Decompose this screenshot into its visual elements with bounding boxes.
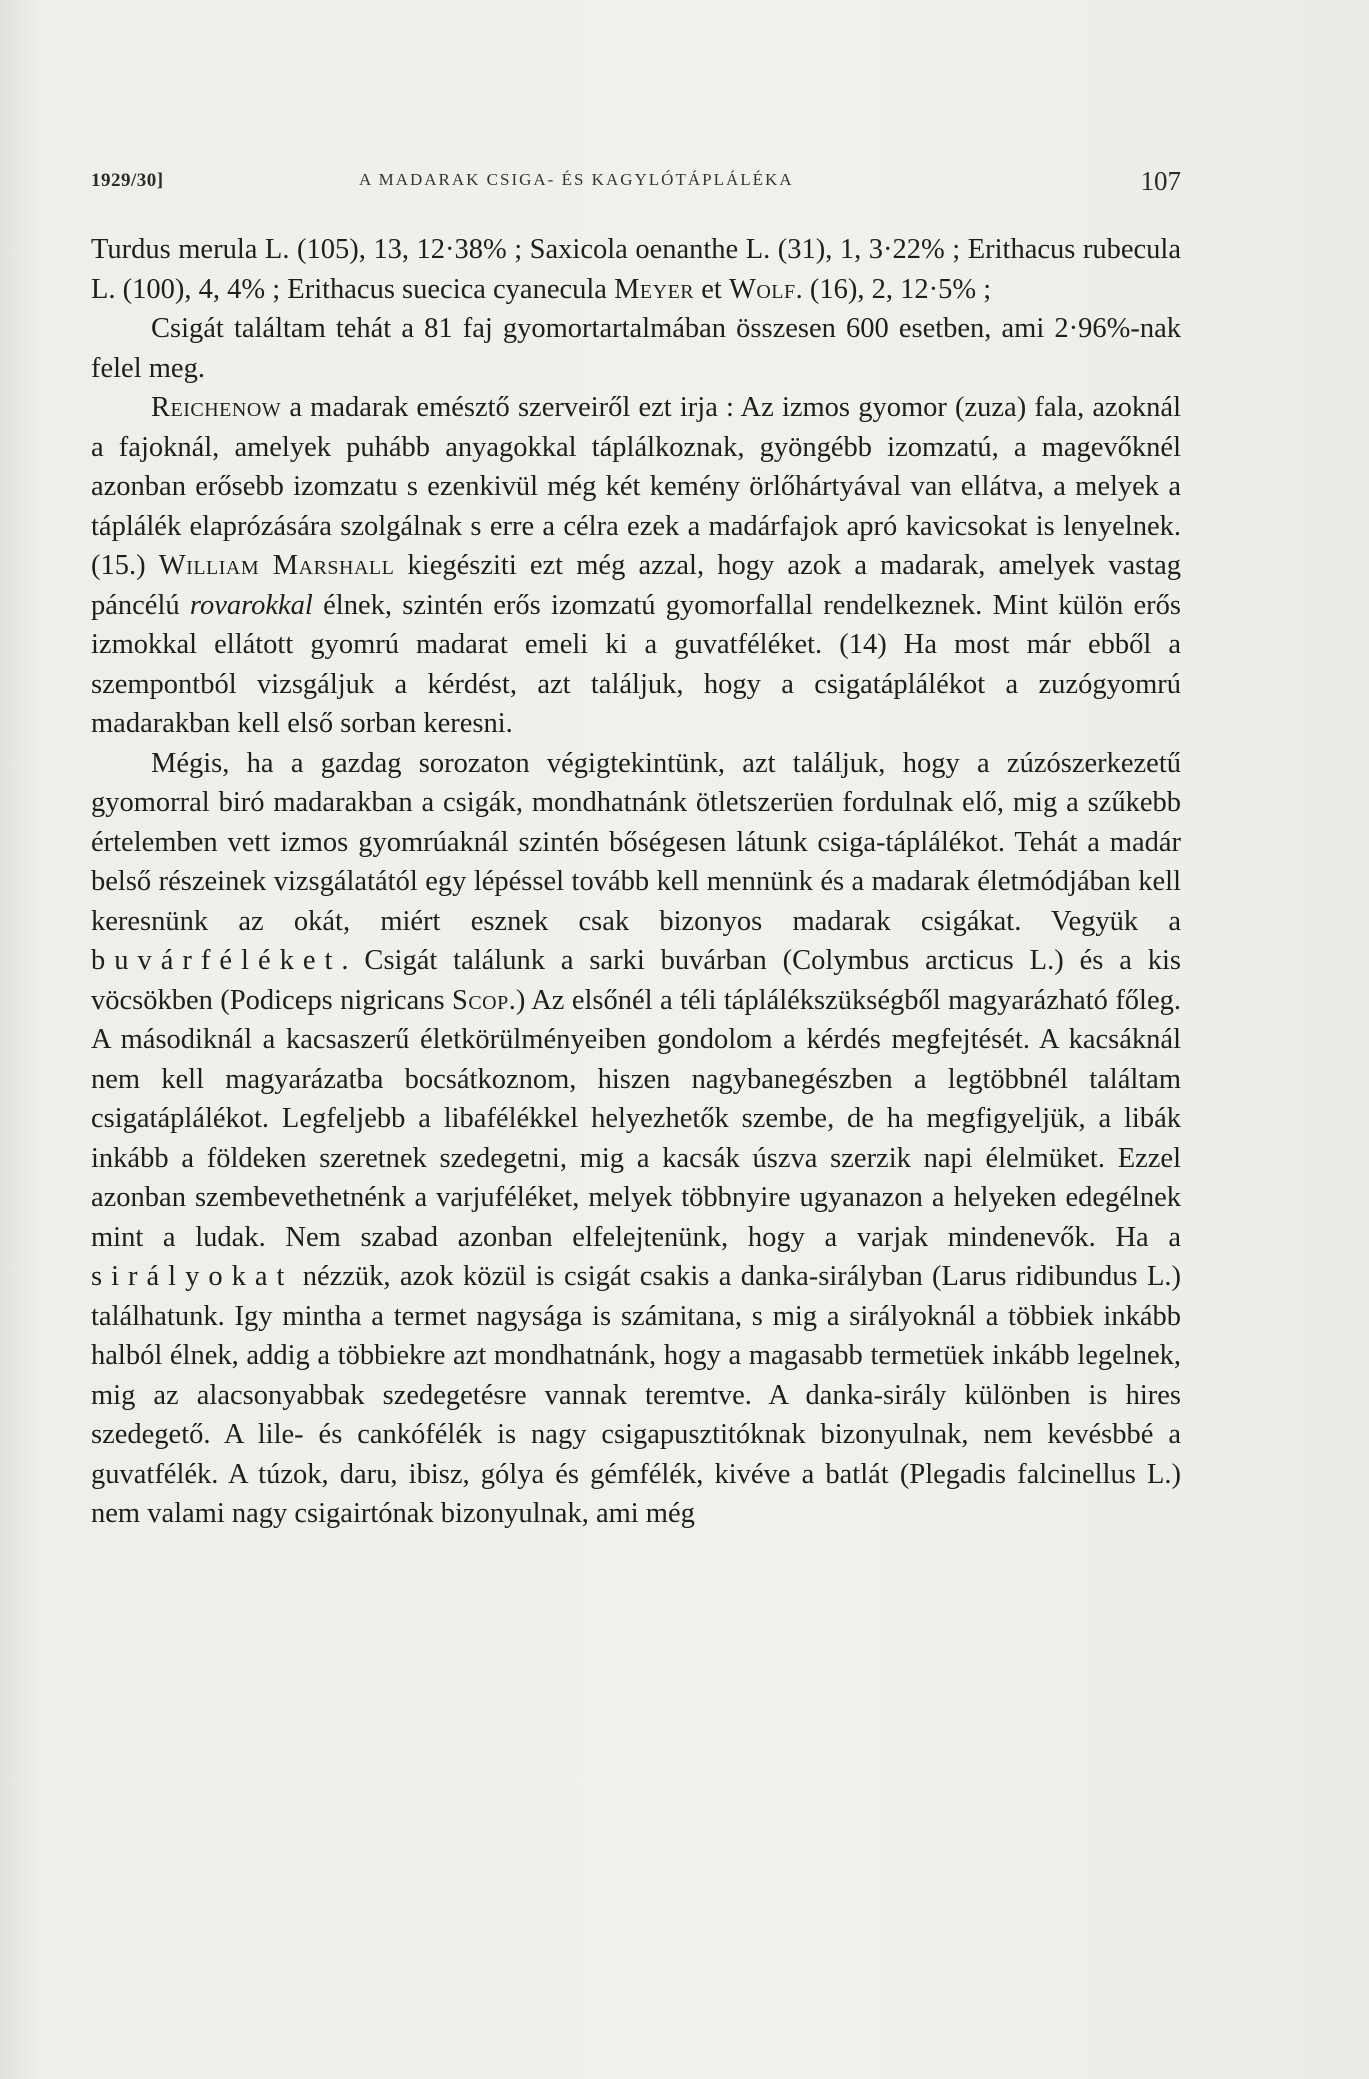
author-name: Meyer (614, 273, 695, 305)
author-name: Scop (451, 984, 509, 1016)
paragraph-reichenow: Reichenow a madarak emésztő szerveiről ezt irja : Az izmos gyomor (zuza) fala, azoknál a fajoknál, amelyek puhább anyagokkal táplálkoznak, gyöngébb izomzatú, a magevőknél azonban erősebb izomzatu s ezenkivül még két kemény örlőhártyával van ellátva, a melyek a táplálék elaprózására szolgálnak s erre a célra ezek a madárfajok apró kavicsokat is lenyelnek. (15.) William Marshall kiegésziti ezt még azzal, hogy azok a madarak, amelyek vastag páncélú rovarokkal élnek, szintén erős izomzatú gyomorfallal rendelkeznek. Mint külön erős izmokkal ellátott gyomrú madarat emeli ki a guvatféléket. (14) Ha most már ebből a szempontból vizsgáljuk a kérdést, azt találjuk, hogy a csigatáplálékot a zuzógyomrú madarakban kell első sorban keresni. (91, 392, 1182, 739)
author-name: Reichenow (151, 392, 282, 423)
paragraph-summary: Csigát találtam tehát a 81 faj gyomortartalmában összesen 600 esetben, ami 2·96%-nak felel meg. (91, 313, 1181, 384)
page-header (91, 162, 1181, 202)
paragraph-discussion: Mégis, ha a gazdag sorozaton végigtekintünk, azt találjuk, hogy a zúzószerkezetű gyomorral biró madarakban a csigák, mondhatnánk ötletszerüen fordulnak elő, mig a szűkebb értelemben vett izmos gyomrúaknál szintén bőségesen látunk csiga-táplálékot. Tehát a madár belső részeinek vizsgálatától egy lépéssel tovább kell mennünk és a madarak életmódjában kell keresnünk az okát, miért esznek csak bizonyos madarak csigákat. Vegyük a buvárféléket. Csigát találunk a sarki buvárban (Colymbus arcticus L.) és a kis vöcsökben (Podiceps nigricans Scop.) Az elsőnél a téli táplálékszükségből magyarázható főleg. A másodiknál a kacsaszerű életkörülményeiben gondolom a kérdés megfejtését. A kacsáknál nem kell magyarázatba bocsátkoznom, hiszen nagybanegészben a legtöbbnél találtam csigatáplálékot. Legfeljebb a libafélékkel helyezhetők szembe, de ha megfigyeljük, a libák inkább a földeken szeretnek szedegetni, mig a kacsák úszva szerzik napi élelmüket. Ezzel azonban szembevethetnénk a varjuféléket, melyek többnyire ugyanazon a helyeken edegélnek mint a ludak. Nem szabad azonban elfelejtenünk, hogy a varjak mindenevők. Ha a sirályokat nézzük, azok közül is csigát csakis a danka-sirályban (Larus ridibundus L.) találhatunk. Igy mintha a termet nagysága is számitana, s mig a sirályoknál a többiek inkább halból élnek, addig a többiekre azt mondhatnánk, hogy a magasabb termetüek inkább legelnek, mig az alacsonyabbak szedegetésre vannak teremtve. A danka-sirály különben is hires szedegető. A lile- és cankófélék is nagy csigapusztitóknak bizonyulnak, nem kevésbbé a guvatfélék. A túzok, daru, ibisz, gólya és gémfélék, kivéve a batlát (Plegadis falcinellus L.) nem valami nagy csigairtónak bizonyulnak, ami még (91, 747, 1182, 1529)
spaced-term: sirályokat (91, 1261, 294, 1292)
spaced-term: buvárféléket (91, 945, 342, 976)
volume-label: 1929/30] (91, 170, 164, 191)
author-name: Wolf (728, 273, 796, 305)
paragraph-species-list: Turdus merula L. (105), 13, 12·38% ; Saxicola oenanthe L. (31), 1, 3·22% ; Erithacus rubecula L. (100), 4, 4% ; Erithacus suecica cyanecula Meyer et Wolf. (16), 2, 12·5% ; (91, 234, 1181, 305)
italic-term: rovarokkal (189, 589, 313, 621)
body-text (91, 230, 1181, 1534)
author-name: William Marshall (158, 550, 395, 581)
running-title: A MADARAK CSIGA- ÉS KAGYLÓTÁPLÁLÉKA (359, 170, 794, 189)
page-number: 107 (1140, 166, 1181, 196)
